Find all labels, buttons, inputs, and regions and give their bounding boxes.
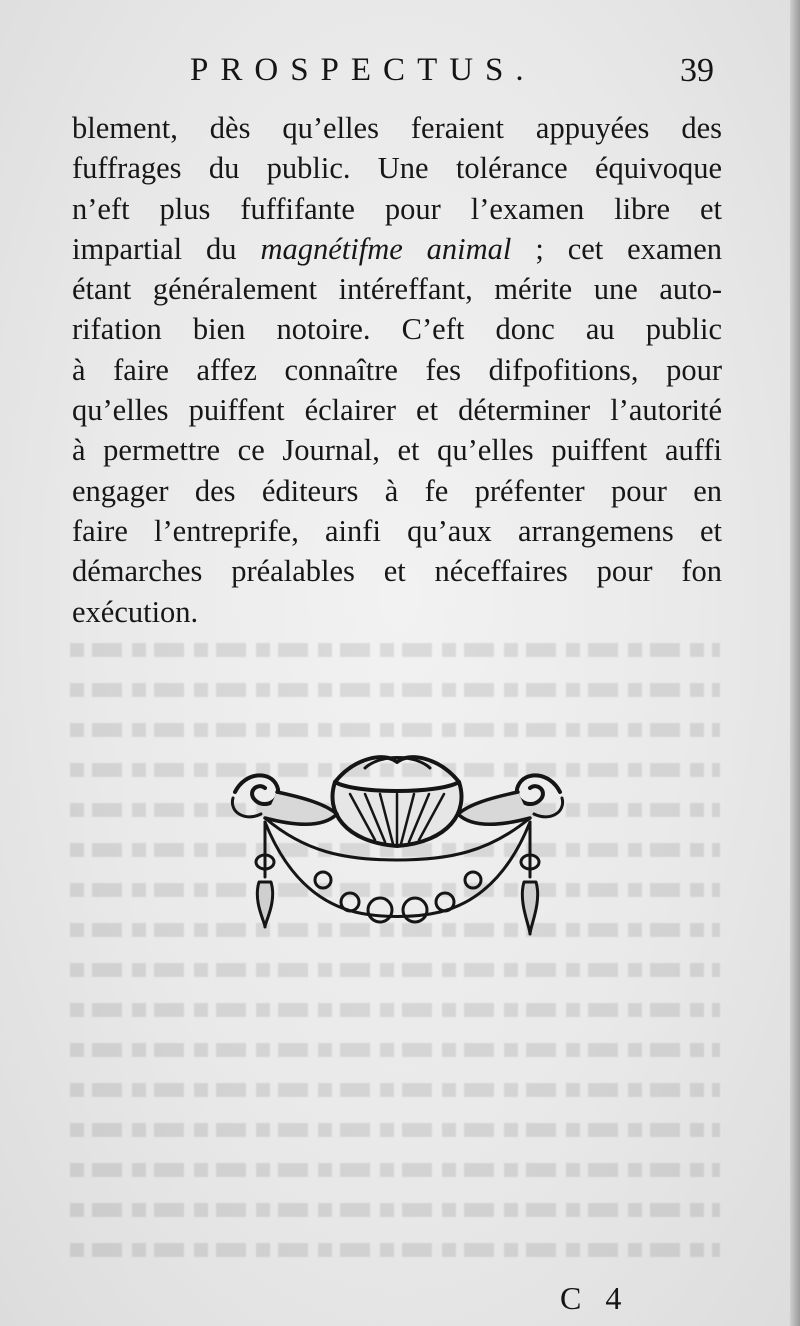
page-edge <box>790 0 800 1326</box>
text-line: engager des éditeurs à fe préfenter pour en <box>72 473 722 508</box>
text-line: à faire affez connaître fes difpofitions, pour <box>72 352 722 387</box>
text-line: blement, dès qu’elles feraient appuyées des <box>72 111 722 145</box>
text-line: faire l’entreprife, ainfi qu’aux arrangemens et <box>72 513 722 548</box>
italic-term: magnétifme animal <box>260 231 512 266</box>
bleed-through-text <box>70 630 720 1270</box>
text-line <box>72 229 722 269</box>
text-line: étant généralement intéreffant, mérite une auto- <box>72 272 722 307</box>
page-header <box>190 52 750 96</box>
text-line: rifation bien notoire. C’eft donc au public <box>72 312 722 347</box>
signature-mark: C 4 <box>560 1280 630 1316</box>
page-number: 39 <box>680 52 714 89</box>
text-line: fuffrages du public. Une tolérance équivoque <box>72 151 722 186</box>
text-line: démarches préalables et néceffaires pour fon <box>72 554 722 589</box>
shell-garland-ornament-icon <box>225 752 570 947</box>
text-line: à permettre ce Journal, et qu’elles puiffent auffi <box>72 433 722 468</box>
body-paragraph <box>72 108 722 632</box>
text-line: exécution. <box>72 594 199 629</box>
text-line: n’eft plus fuffifante pour l’examen libre et <box>72 191 722 226</box>
text-line: qu’elles puiffent éclairer et déterminer l’autorité <box>72 393 722 428</box>
text-segment: ; cet examen <box>535 231 723 266</box>
running-title: PROSPECTUS. <box>190 52 536 88</box>
text-segment: impartial du <box>72 231 237 266</box>
